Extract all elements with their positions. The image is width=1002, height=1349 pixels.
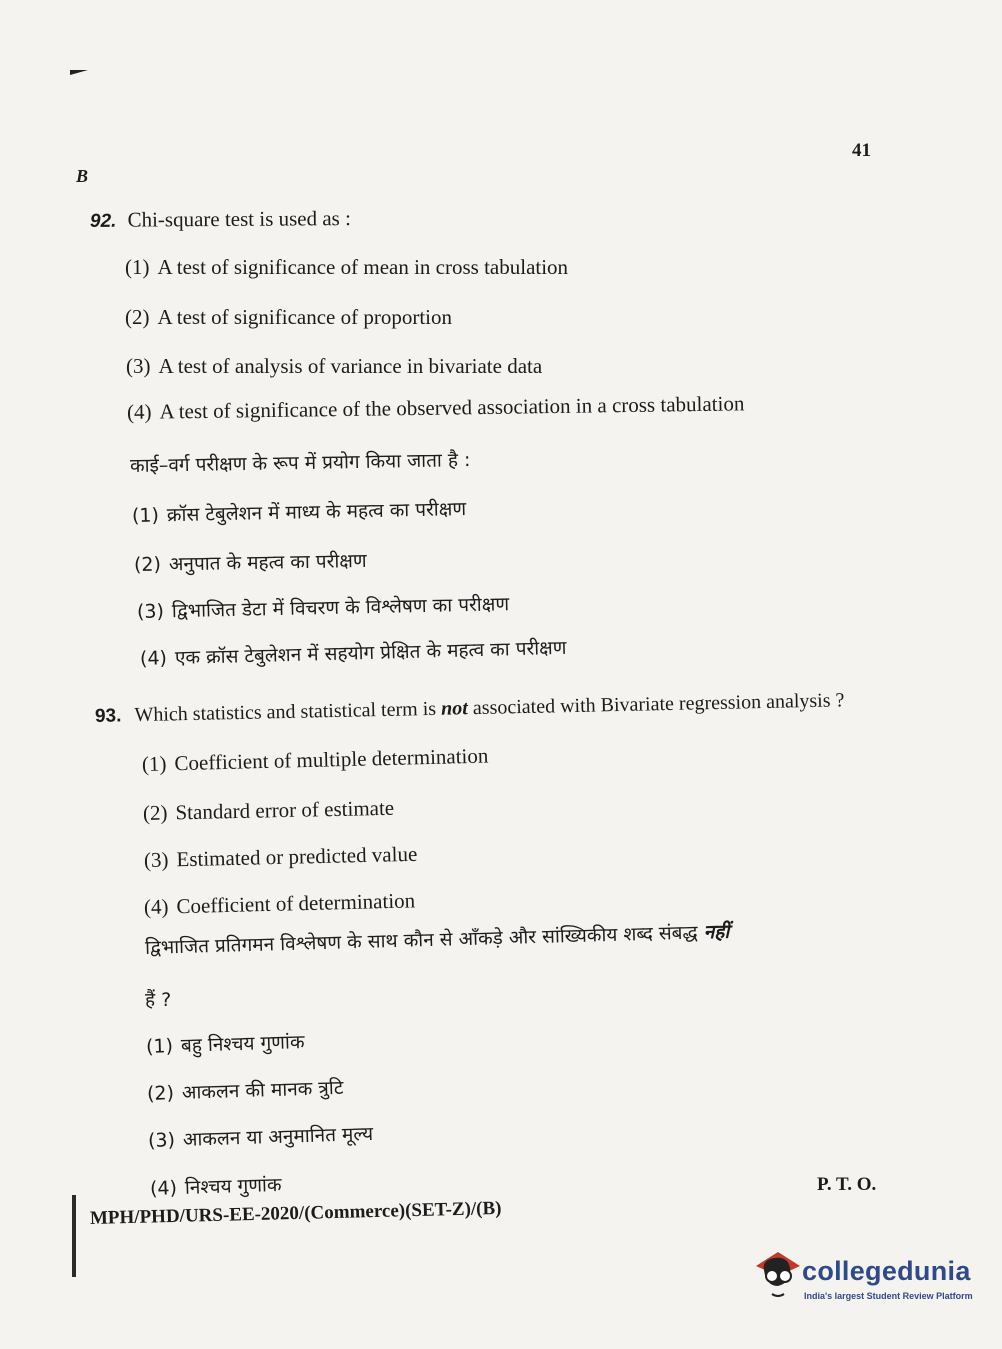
q92-option-hi-3 <box>137 590 510 624</box>
series-label: B <box>76 166 89 186</box>
question-text-before: Which statistics and statistical term is <box>134 697 437 727</box>
option-number: (4) <box>139 647 168 670</box>
q93-option-en-2 <box>143 796 395 826</box>
option-number: (4) <box>143 894 169 919</box>
collegedunia-watermark <box>748 1248 978 1308</box>
option-number: (2) <box>142 800 168 825</box>
option-number: (1) <box>125 255 150 279</box>
question-text-hi-emphasis: नहीं <box>703 920 730 944</box>
option-number: (1) <box>145 1035 174 1058</box>
question-number: 93. <box>94 705 122 727</box>
student-mascot-icon <box>748 1248 806 1306</box>
brand-name: collegedunia <box>802 1256 971 1286</box>
q93-option-hi-1 <box>146 1028 305 1059</box>
paper-code: MPH/PHD/URS-EE-2020/(Commerce)(SET-Z)/(B) <box>89 1197 502 1229</box>
q93-question-hi-line1 <box>145 918 730 960</box>
q93-option-en-3 <box>144 842 418 873</box>
q92-option-en-3 <box>126 354 542 379</box>
q92-option-en-2 <box>125 305 452 330</box>
option-text: क्रॉस टेबुलेशन में माध्य के महत्व का परीक्षण <box>166 498 467 527</box>
q92-option-hi-1 <box>132 495 467 528</box>
option-text: Coefficient of multiple determination <box>174 743 489 776</box>
q93-option-hi-2 <box>147 1074 344 1106</box>
option-number: (2) <box>125 305 150 329</box>
q93-option-hi-4 <box>150 1171 282 1201</box>
option-number: (3) <box>126 354 151 378</box>
question-text: Chi-square test is used as : <box>127 206 351 232</box>
q92-option-en-1 <box>125 255 568 280</box>
option-number: (3) <box>143 847 169 872</box>
question-text-emphasis: not <box>440 697 469 720</box>
option-text: A test of significance of proportion <box>157 305 453 329</box>
q92-option-hi-4 <box>140 634 567 671</box>
q93-option-en-4 <box>144 888 416 920</box>
question-text-after: associated with Bivariate regression analysis ? <box>472 689 845 720</box>
q93-option-hi-3 <box>148 1120 374 1153</box>
question-text-hi: द्विभाजित प्रतिगमन विश्लेषण के साथ कौन से आँकड़े और सांख्यिकीय शब्द संबद्ध <box>144 921 698 959</box>
option-text: A test of significance of the observed association in a cross tabulation <box>159 391 745 424</box>
scan-corner-mark <box>70 70 88 75</box>
option-text: Standard error of estimate <box>175 795 395 825</box>
option-number: (4) <box>126 399 152 424</box>
pto-label: P. T. O. <box>817 1174 877 1195</box>
q92-option-en-4 <box>127 391 745 425</box>
option-text: अनुपात के महत्व का परीक्षण <box>168 549 367 576</box>
option-text: आकलन की मानक त्रुटि <box>181 1076 344 1104</box>
option-text: द्विभाजित डेटा में विचरण के विश्लेषण का परीक्षण <box>171 593 510 623</box>
option-number: (2) <box>133 553 162 576</box>
question-number: 92. <box>89 210 117 232</box>
option-number: (2) <box>146 1082 175 1105</box>
question-93-heading <box>95 689 845 728</box>
option-text: Estimated or predicted value <box>176 841 418 872</box>
option-number: (1) <box>131 504 160 527</box>
option-number: (3) <box>147 1129 176 1152</box>
option-number: (4) <box>149 1177 178 1200</box>
page-number: 41 <box>852 140 871 161</box>
brand-tagline: India's largest Student Review Platform <box>804 1291 973 1301</box>
option-number: (3) <box>136 600 165 623</box>
q93-question-hi-line2: हैं ? <box>145 989 172 1011</box>
option-text: आकलन या अनुमानित मूल्य <box>182 1122 374 1151</box>
option-text: A test of analysis of variance in bivariate data <box>158 354 543 378</box>
q93-option-en-1 <box>142 744 489 777</box>
option-text: एक क्रॉस टेबुलेशन में सहयोग प्रेक्षित के महत्व का परीक्षण <box>174 636 567 670</box>
q92-question-hi: काई–वर्ग परीक्षण के रूप में प्रयोग किया जाता है : <box>129 449 471 477</box>
option-text: बहु निश्चय गुणांक <box>180 1031 305 1057</box>
question-92-heading <box>90 206 351 233</box>
option-text: Coefficient of determination <box>176 888 416 919</box>
option-text: A test of significance of mean in cross tabulation <box>157 255 569 279</box>
scan-margin-line <box>72 1195 76 1277</box>
option-number: (1) <box>141 751 167 776</box>
q92-option-hi-2 <box>134 547 367 577</box>
option-text: निश्चय गुणांक <box>184 1173 282 1199</box>
